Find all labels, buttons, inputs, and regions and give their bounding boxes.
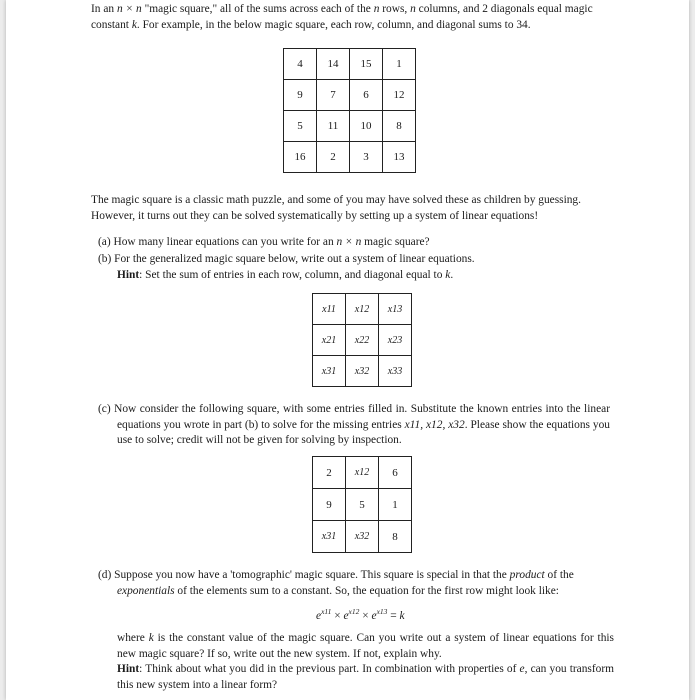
table-cell: 3 xyxy=(350,142,383,173)
table-row xyxy=(313,294,412,325)
table-cell: 8 xyxy=(383,111,416,142)
table-cell: 6 xyxy=(350,80,383,111)
question-d-followup: where k is the constant value of the magic square. Can you write out a system of linear equations for this new magic square? If so, write out the new system. If not, explain why. Hint: Think about what you did in the previous part. In combination with properties of e, can you transform this new system into a linear form? xyxy=(117,632,614,691)
partial-square xyxy=(312,456,412,553)
table-cell: x32 xyxy=(346,356,379,387)
table-cell: 1 xyxy=(379,489,412,521)
table-cell: x23 xyxy=(379,325,412,356)
table-cell: 10 xyxy=(350,111,383,142)
question-a: (a) How many linear equations can you write for an n × n magic square? xyxy=(98,236,430,248)
table-cell: 4 xyxy=(284,49,317,80)
table-cell: 1 xyxy=(383,49,416,80)
table-row xyxy=(284,49,416,80)
question-c: (c) Now consider the following square, with some entries filled in. Substitute the known entries into the linear equations you wrote in part (b) to solve for the missing entries x11, x12, x32. Please show the equations you use to solve; credit will not be given for solving by inspection. xyxy=(98,403,610,446)
table-cell: 7 xyxy=(317,80,350,111)
table-cell: 2 xyxy=(317,142,350,173)
table-cell: 2 xyxy=(313,457,346,489)
table-cell: x12 xyxy=(346,457,379,489)
table-cell: x31 xyxy=(313,356,346,387)
table-cell: x12 xyxy=(346,294,379,325)
table-cell: 9 xyxy=(313,489,346,521)
table-cell: 14 xyxy=(317,49,350,80)
table-row xyxy=(284,80,416,111)
middle-paragraph: The magic square is a classic math puzzle, and some of you may have solved these as children by guessing. However, it turns out they can be solved systematically by setting up a system of linear equations! xyxy=(91,194,581,222)
generalized-square xyxy=(312,293,412,387)
table-row xyxy=(284,111,416,142)
magic-square-example xyxy=(283,48,416,173)
intro-paragraph: In an n × n "magic square," all of the sums across each of the n rows, n columns, and 2 diagonals equal magic constant k. For example, in the below magic square, each row, column, and diagonal sums to 34. xyxy=(91,3,593,31)
table-cell: 11 xyxy=(317,111,350,142)
table-cell: 5 xyxy=(284,111,317,142)
document-page xyxy=(6,0,689,700)
hint-label: Hint xyxy=(117,663,140,675)
table-cell: x22 xyxy=(346,325,379,356)
n-by-n: n × n xyxy=(116,3,142,15)
table-cell: 9 xyxy=(284,80,317,111)
table-cell: 15 xyxy=(350,49,383,80)
table-cell: x32 xyxy=(346,521,379,553)
table-cell: x31 xyxy=(313,521,346,553)
table-row xyxy=(313,325,412,356)
table-row xyxy=(313,489,412,521)
hint-label: Hint xyxy=(117,268,140,281)
table-cell: 12 xyxy=(383,80,416,111)
table-cell: 16 xyxy=(284,142,317,173)
table-cell: 5 xyxy=(346,489,379,521)
question-d: (d) Suppose you now have a 'tomographic' magic square. This square is special in that the product of the exponentials of the elements sum to a constant. So, the equation for the first row might look like: xyxy=(98,569,574,597)
table-row xyxy=(284,142,416,173)
table-row xyxy=(313,521,412,553)
question-b: (b) For the generalized magic square below, write out a system of linear equations. Hint: Set the sum of entries in each row, column, and diagonal equal to k. xyxy=(98,253,475,281)
table-cell: 8 xyxy=(379,521,412,553)
table-cell: x11 xyxy=(313,294,346,325)
table-cell: x33 xyxy=(379,356,412,387)
table-cell: x21 xyxy=(313,325,346,356)
table-cell: 6 xyxy=(379,457,412,489)
table-row xyxy=(313,356,412,387)
product-equation: $e^{x11} \times e^{x12} \times e^{x13} = k$ xyxy=(316,607,405,622)
table-row xyxy=(313,457,412,489)
table-cell: 13 xyxy=(383,142,416,173)
table-cell: x13 xyxy=(379,294,412,325)
